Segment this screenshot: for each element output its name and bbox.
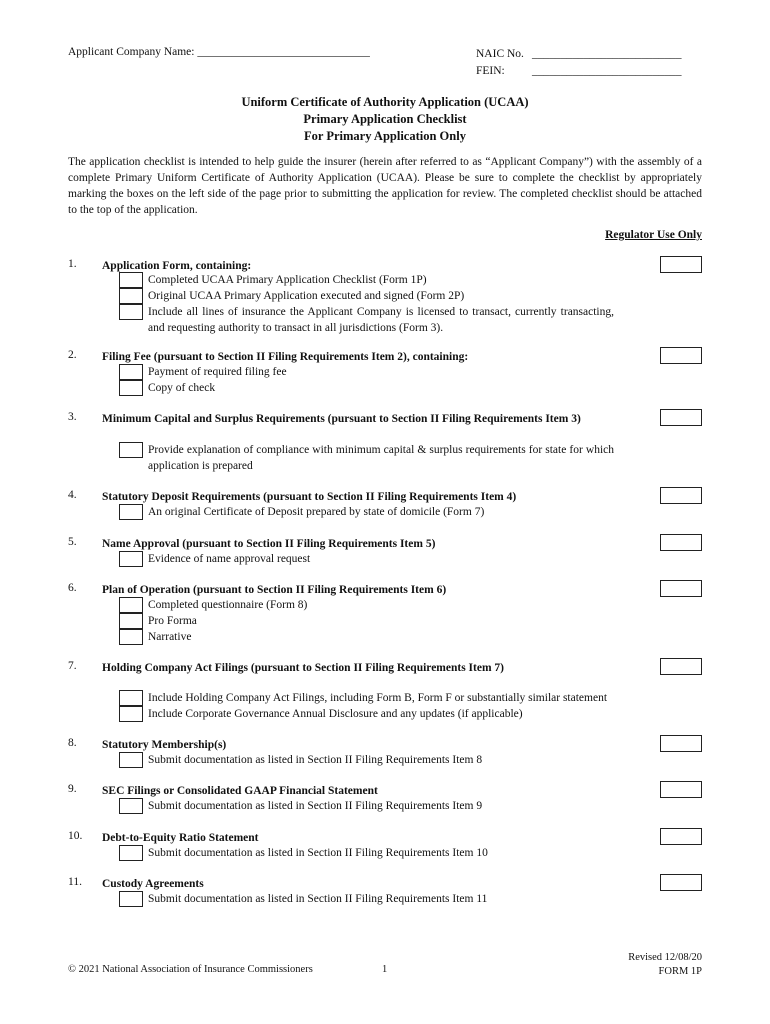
section-number: 4. xyxy=(68,489,77,501)
title-line-2: Primary Application Checklist xyxy=(303,112,467,126)
fein-row xyxy=(476,63,682,80)
section-title: Custody Agreements xyxy=(102,878,204,890)
regulator-box[interactable] xyxy=(660,735,702,752)
footer-form-id: FORM 1P xyxy=(658,966,702,977)
intro-paragraph: The application checklist is intended to help guide the insurer (herein after referred to as “Applicant Company”) with the assembly of a complete Primary Uniform Certificate of Authority Application (UCAA). Please be sure to complete the checklist by appropriately marking the boxes on the left side of the page prior to submitting the application for review. The completed checklist should be attached to the top of the application. xyxy=(68,156,702,216)
section-title: Statutory Membership(s) xyxy=(102,739,227,751)
checkbox[interactable] xyxy=(119,504,143,520)
checkbox[interactable] xyxy=(119,597,143,613)
checklist-item-text: Evidence of name approval request xyxy=(148,553,311,565)
checklist-item xyxy=(148,380,614,396)
checklist-item xyxy=(148,891,614,907)
checkbox[interactable] xyxy=(119,288,143,304)
checklist-item xyxy=(148,288,614,304)
checkbox[interactable] xyxy=(119,551,143,567)
footer-revised: Revised 12/08/20 xyxy=(628,952,702,963)
section-title: Minimum Capital and Surplus Requirements (pursuant to Section II Filing Requirements Item 3) xyxy=(102,413,581,425)
checklist-item xyxy=(148,613,614,629)
applicant-company-label: Applicant Company Name: xyxy=(68,46,195,58)
footer-page-number: 1 xyxy=(382,964,388,975)
regulator-box[interactable] xyxy=(660,534,702,551)
checkbox[interactable] xyxy=(119,752,143,768)
checklist-item-text: Include Corporate Governance Annual Disclosure and any updates (if applicable) xyxy=(148,708,523,720)
checklist-item-text: Provide explanation of compliance with minimum capital & surplus requirements for state for which application is prepared xyxy=(148,444,614,472)
section-title: Debt-to-Equity Ratio Statement xyxy=(102,832,259,844)
checkbox[interactable] xyxy=(119,304,143,320)
checklist-item xyxy=(148,597,614,613)
checklist-item xyxy=(148,304,614,336)
regulator-box[interactable] xyxy=(660,781,702,798)
regulator-box[interactable] xyxy=(660,828,702,845)
title-line-1: Uniform Certificate of Authority Application (UCAA) xyxy=(241,95,529,109)
naic-line[interactable]: __________________________ xyxy=(532,48,682,60)
section-title: Name Approval (pursuant to Section II Filing Requirements Item 5) xyxy=(102,538,436,550)
checklist-item xyxy=(148,752,614,768)
section-number: 5. xyxy=(68,536,77,548)
checklist-item xyxy=(148,364,614,380)
section-title: Filing Fee (pursuant to Section II Filing Requirements Item 2), containing: xyxy=(102,351,469,363)
checkbox[interactable] xyxy=(119,272,143,288)
section-title: SEC Filings or Consolidated GAAP Financial Statement xyxy=(102,785,378,797)
title-line-3: For Primary Application Only xyxy=(304,129,466,143)
checklist-item-text: Submit documentation as listed in Section II Filing Requirements Item 8 xyxy=(148,754,483,766)
checkbox[interactable] xyxy=(119,380,143,396)
checklist-item-text: Completed UCAA Primary Application Checklist (Form 1P) xyxy=(148,274,427,286)
regulator-box[interactable] xyxy=(660,874,702,891)
section-title: Statutory Deposit Requirements (pursuant to Section II Filing Requirements Item 4) xyxy=(102,491,517,503)
section-title: Application Form, containing: xyxy=(102,260,252,272)
section-number: 9. xyxy=(68,783,77,795)
checklist-item xyxy=(148,442,614,474)
checklist-item-text: Submit documentation as listed in Section II Filing Requirements Item 9 xyxy=(148,800,483,812)
footer-copyright: © 2021 National Association of Insurance Commissioners xyxy=(68,964,313,975)
checklist-item-text: Pro Forma xyxy=(148,615,197,627)
section-number: 8. xyxy=(68,737,77,749)
checkbox[interactable] xyxy=(119,845,143,861)
footer-form-info xyxy=(628,951,702,979)
checkbox[interactable] xyxy=(119,629,143,645)
checklist-item xyxy=(148,798,614,814)
section-number: 2. xyxy=(68,349,77,361)
section-number: 3. xyxy=(68,411,77,423)
section-title: Holding Company Act Filings (pursuant to Section II Filing Requirements Item 7) xyxy=(102,662,504,674)
applicant-company-line[interactable]: ______________________________ xyxy=(197,46,370,58)
section-number: 7. xyxy=(68,660,77,672)
checkbox[interactable] xyxy=(119,798,143,814)
regulator-box[interactable] xyxy=(660,409,702,426)
checklist-item xyxy=(148,706,614,722)
checkbox[interactable] xyxy=(119,364,143,380)
section-number: 10. xyxy=(68,830,83,842)
document-title xyxy=(0,94,770,145)
checkbox[interactable] xyxy=(119,442,143,458)
checklist-item-text: Include Holding Company Act Filings, including Form B, Form F or substantially similar statement xyxy=(148,692,608,704)
checklist-item-text: Narrative xyxy=(148,631,192,643)
checklist-item xyxy=(148,690,614,706)
regulator-box[interactable] xyxy=(660,347,702,364)
naic-label: NAIC No. xyxy=(476,48,524,60)
fein-line[interactable]: __________________________ xyxy=(532,65,682,77)
checklist-item-text: Original UCAA Primary Application executed and signed (Form 2P) xyxy=(148,290,465,302)
section-title: Plan of Operation (pursuant to Section II Filing Requirements Item 6) xyxy=(102,584,447,596)
checklist-item xyxy=(148,272,614,288)
section-number: 6. xyxy=(68,582,77,594)
checklist-item-text: An original Certificate of Deposit prepared by state of domicile (Form 7) xyxy=(148,506,485,518)
section-number: 11. xyxy=(68,876,82,888)
checklist-item xyxy=(148,551,614,567)
checklist-item xyxy=(148,504,614,520)
checklist-item xyxy=(148,845,614,861)
checklist-item-text: Submit documentation as listed in Section II Filing Requirements Item 11 xyxy=(148,893,488,905)
checklist-item-text: Submit documentation as listed in Section II Filing Requirements Item 10 xyxy=(148,847,488,859)
checkbox[interactable] xyxy=(119,690,143,706)
checklist-item-text: Completed questionnaire (Form 8) xyxy=(148,599,308,611)
regulator-box[interactable] xyxy=(660,256,702,273)
checkbox[interactable] xyxy=(119,613,143,629)
regulator-box[interactable] xyxy=(660,580,702,597)
regulator-use-label: Regulator Use Only xyxy=(605,229,702,241)
applicant-company-field xyxy=(68,46,370,58)
fein-label: FEIN: xyxy=(476,65,505,77)
section-number: 1. xyxy=(68,258,77,270)
checkbox[interactable] xyxy=(119,706,143,722)
checklist-item xyxy=(148,629,614,645)
checkbox[interactable] xyxy=(119,891,143,907)
checklist-item-text: Payment of required filing fee xyxy=(148,366,287,378)
checklist-item-text: Copy of check xyxy=(148,382,216,394)
regulator-box[interactable] xyxy=(660,658,702,675)
regulator-box[interactable] xyxy=(660,487,702,504)
naic-row xyxy=(476,46,682,63)
naic-fein-fields xyxy=(476,46,682,80)
checklist-item-text: Include all lines of insurance the Applicant Company is licensed to transact, currently transacting, and requesting authority to transact in all jurisdictions (Form 3). xyxy=(148,306,614,334)
